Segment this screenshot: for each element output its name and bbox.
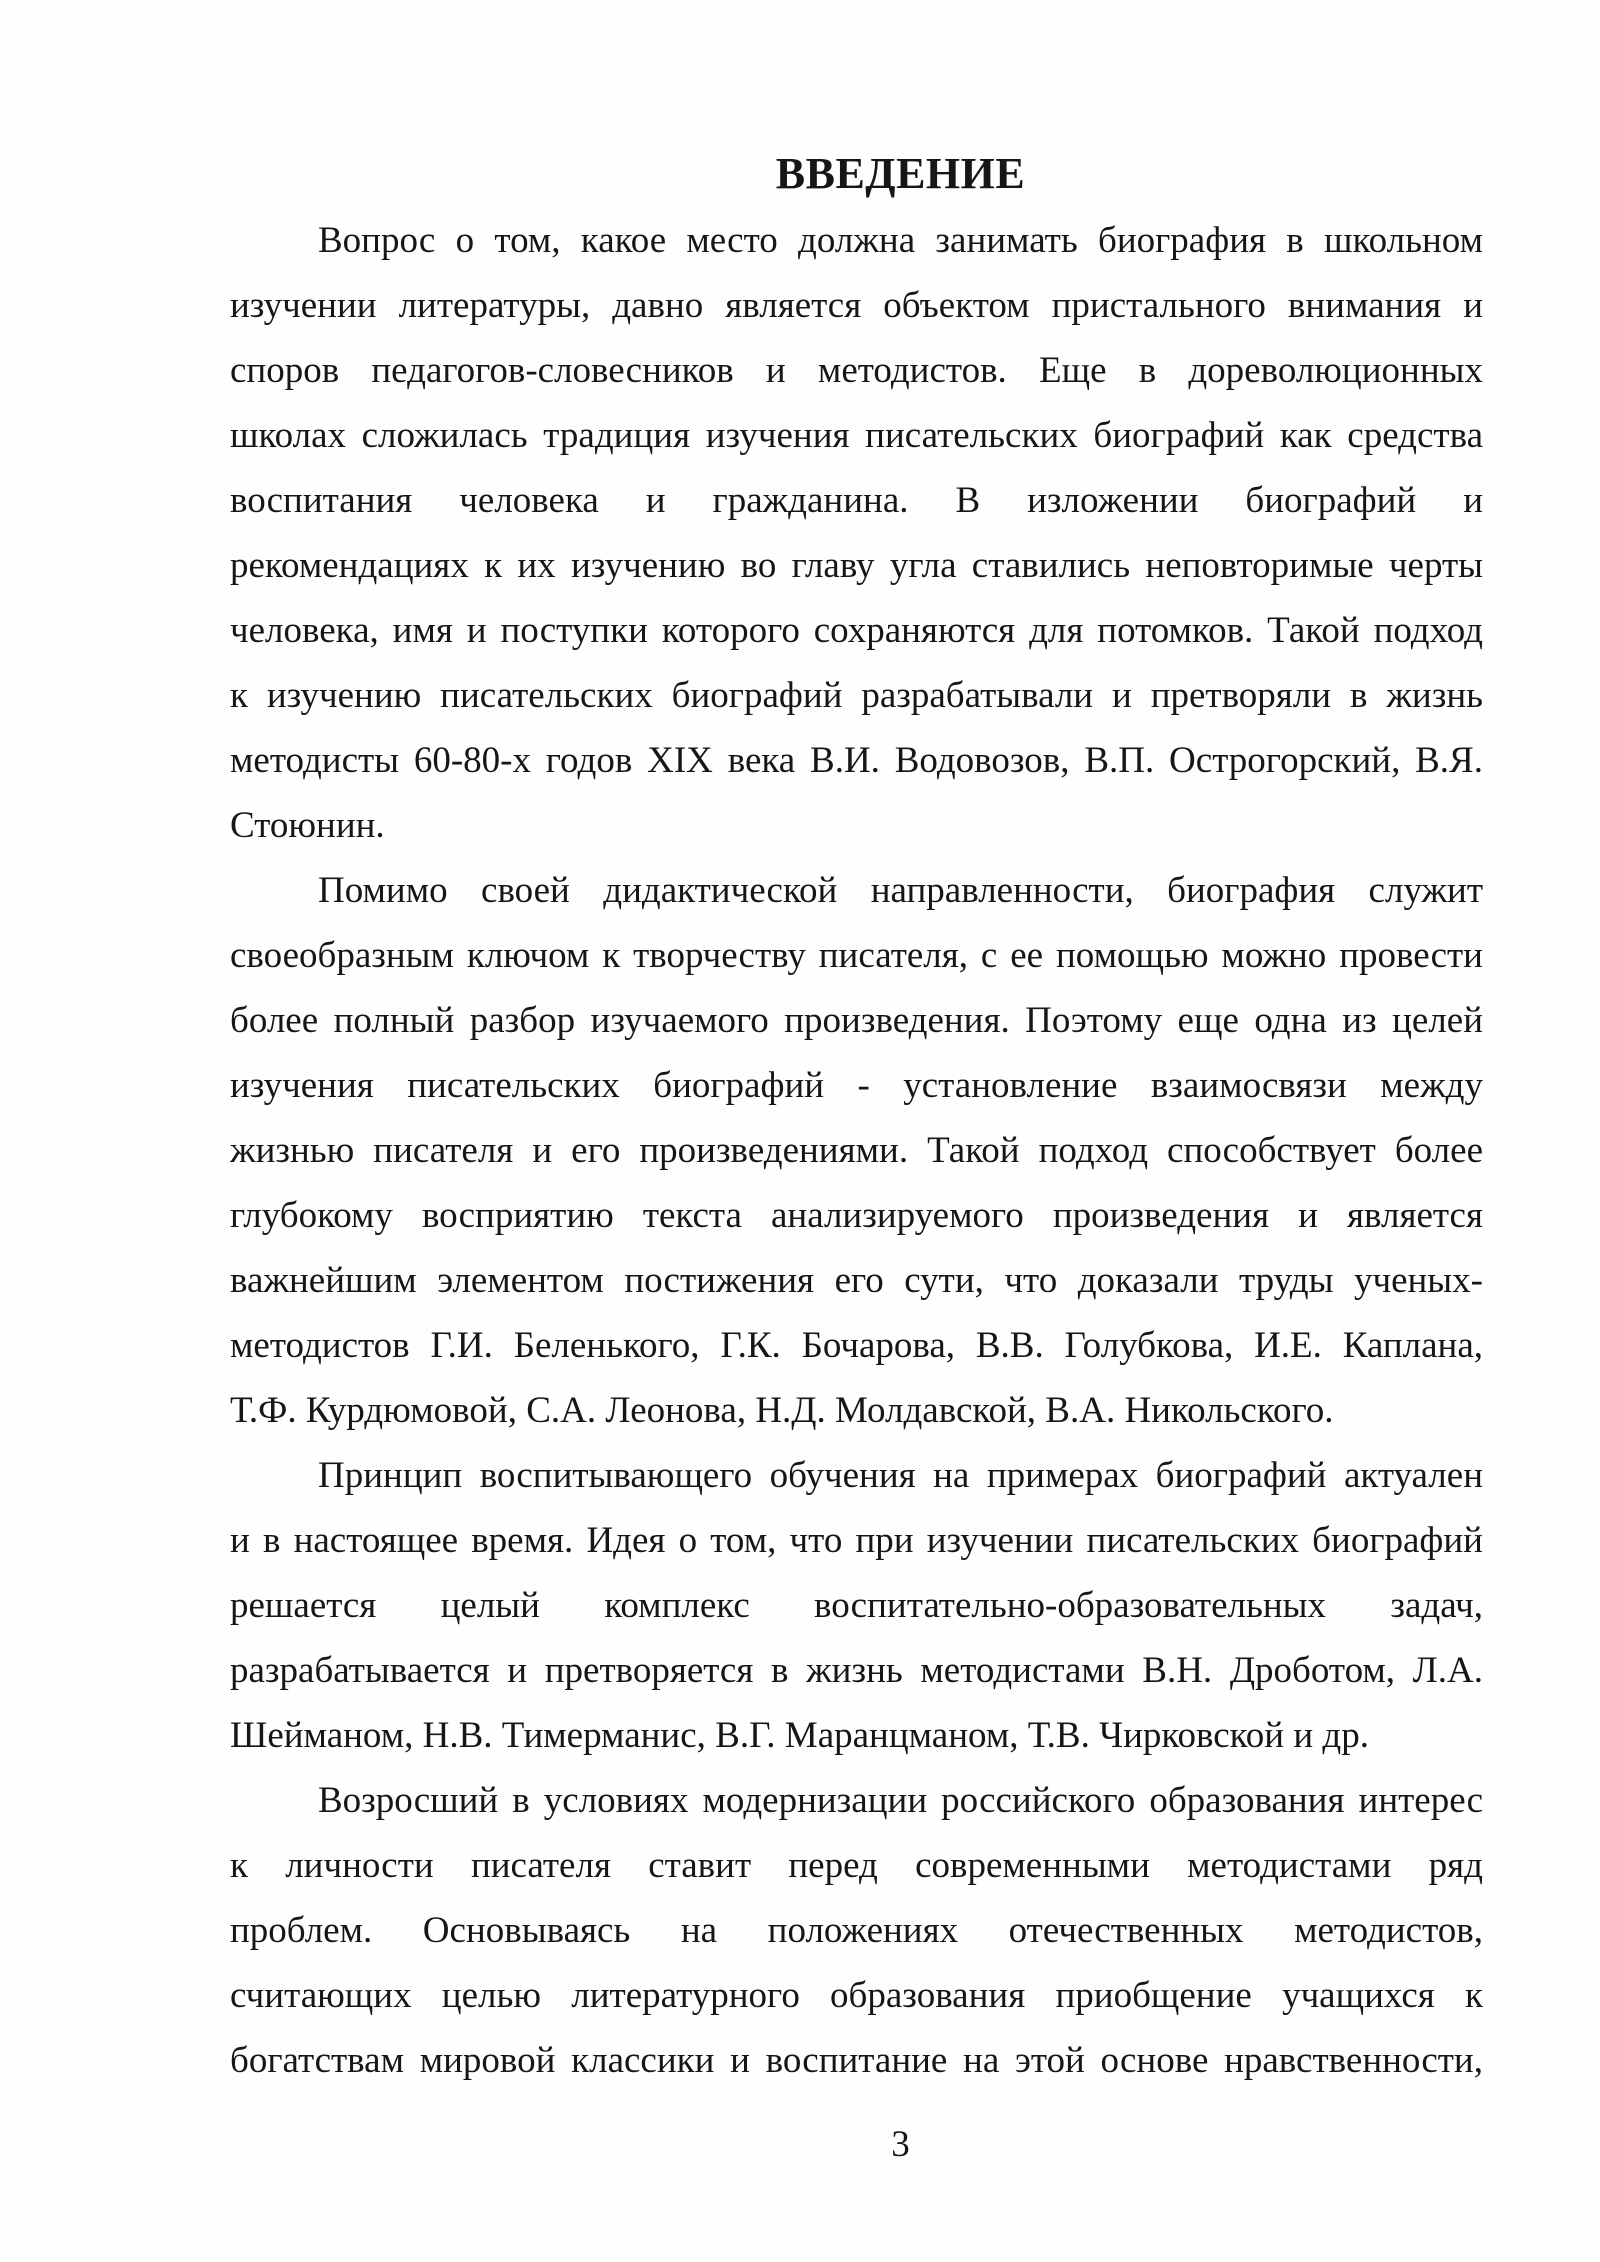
text-line: воспитания человека и гражданина. В изложении биографий и (230, 480, 1483, 521)
text-line: глубокому восприятию текста анализируемого произведения и является (230, 1195, 1483, 1236)
text-line: разрабатывается и претворяется в жизнь методистами В.Н. Дроботом, Л.А. (230, 1650, 1483, 1691)
text-line: более полный разбор изучаемого произведения. Поэтому еще одна из целей (230, 1000, 1483, 1041)
text-line: изучения писательских биографий - установление взаимосвязи между (230, 1065, 1483, 1106)
text-line: жизнью писателя и его произведениями. Такой подход способствует более (230, 1130, 1483, 1171)
text-line: и в настоящее время. Идея о том, что при изучении писательских биографий (230, 1520, 1483, 1561)
document-body (230, 208, 1483, 2093)
page-title: ВВЕДЕНИЕ (775, 149, 1026, 198)
text-line: Вопрос о том, какое место должна занимать биография в школьном (318, 220, 1483, 261)
text-line: проблем. Основываясь на положениях отечественных методистов, (230, 1910, 1483, 1951)
text-line: изучении литературы, давно является объектом пристального внимания и (230, 285, 1483, 326)
text-line: считающих целью литературного образования приобщение учащихся к (230, 1975, 1483, 2016)
text-line: Стоюнин. (230, 805, 385, 846)
text-line: рекомендациях к их изучению во главу угла ставились неповторимые черты (230, 545, 1483, 586)
text-line: Возросший в условиях модернизации российского образования интерес (318, 1780, 1483, 1821)
text-line: методисты 60-80-х годов XIX века В.И. Водовозов, В.П. Острогорский, В.Я. (230, 740, 1483, 781)
text-line: Т.Ф. Курдюмовой, С.А. Леонова, Н.Д. Молдавской, В.А. Никольского. (230, 1390, 1334, 1431)
text-line: споров педагогов-словесников и методистов. Еще в дореволюционных (230, 350, 1483, 391)
text-line: своеобразным ключом к творчеству писателя, с ее помощью можно провести (230, 935, 1483, 976)
text-line: Принцип воспитывающего обучения на примерах биографий актуален (318, 1455, 1483, 1496)
text-line: Помимо своей дидактической направленности, биография служит (318, 870, 1483, 911)
text-line: решается целый комплекс воспитательно-образовательных задач, (230, 1585, 1483, 1626)
paragraph (230, 858, 1483, 1443)
text-line: школах сложилась традиция изучения писательских биографий как средства (230, 415, 1483, 456)
text-line: богатствам мировой классики и воспитание на этой основе нравственности, (230, 2040, 1483, 2081)
text-line: Шейманом, Н.В. Тимерманис, В.Г. Маранцманом, Т.В. Чирковской и др. (230, 1715, 1369, 1756)
text-line: к личности писателя ставит перед современными методистами ряд (230, 1845, 1483, 1886)
text-line: к изучению писательских биографий разрабатывали и претворяли в жизнь (230, 675, 1483, 716)
page-number: 3 (891, 2124, 910, 2165)
text-line: человека, имя и поступки которого сохраняются для потомков. Такой подход (230, 610, 1483, 651)
text-line: важнейшим элементом постижения его сути, что доказали труды ученых- (230, 1260, 1483, 1301)
paragraph (230, 208, 1483, 858)
paragraph (230, 1768, 1483, 2093)
paragraph (230, 1443, 1483, 1768)
text-line: методистов Г.И. Беленького, Г.К. Бочарова, В.В. Голубкова, И.Е. Каплана, (230, 1325, 1483, 1366)
